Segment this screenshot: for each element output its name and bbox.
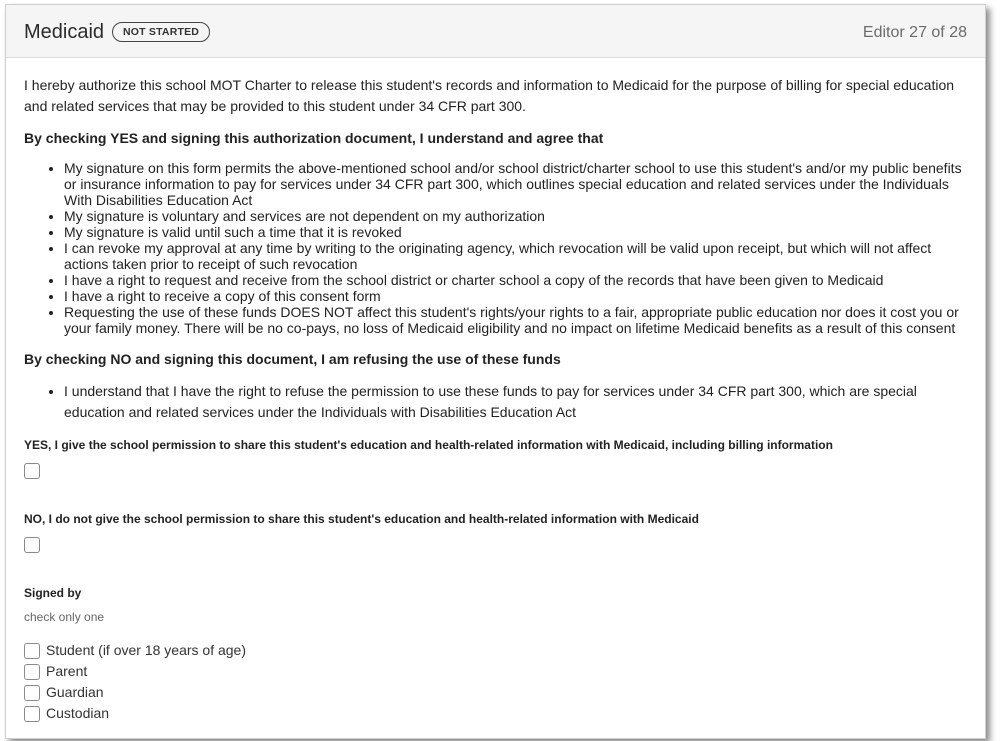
signed-by-options	[24, 640, 967, 724]
student-option-label[interactable]: Student (if over 18 years of age)	[46, 642, 246, 658]
no-consent-label: NO, I do not give the school permission to share this student's education and health-related information with Medicaid	[24, 512, 699, 526]
editor-header	[6, 5, 985, 58]
list-item: • My signature on this form permits the above-mentioned school and/or school district/charter school to use this student's and/or my public benefits or insurance information to pay for services under 34 CFR part 300, which outlines special education and related services under the Individuals With Disabilities Education Act	[64, 160, 967, 208]
list-item: • Requesting the use of these funds DOES NOT affect this student's rights/your rights to a fair, appropriate public education nor does it cost you or your family money. There will be no co-pays, no loss of Medicaid eligibility and no impact on lifetime Medicaid benefits as a result of this consent	[64, 304, 967, 336]
list-item: • I have a right to receive a copy of this consent form	[64, 288, 967, 304]
parent-option-label[interactable]: Parent	[46, 663, 88, 679]
list-item: • I have a right to request and receive from the school district or charter school a copy of the records that have been given to Medicaid	[64, 272, 967, 288]
yes-consent-label: YES, I give the school permission to share this student's education and health-related information with Medicaid, including billing information	[24, 438, 833, 452]
signed-by-label: Signed by	[24, 586, 82, 600]
no-section-heading: By checking NO and signing this document, I am refusing the use of these funds	[24, 351, 561, 367]
yes-section-heading: By checking YES and signing this authorization document, I understand and agree that	[24, 130, 604, 146]
signed-by-option-guardian[interactable]	[24, 682, 967, 703]
no-consent-field	[24, 509, 967, 553]
signed-by-option-custodian[interactable]	[24, 703, 967, 724]
guardian-checkbox[interactable]	[24, 685, 40, 701]
parent-checkbox[interactable]	[24, 664, 40, 680]
student-checkbox[interactable]	[24, 643, 40, 659]
yes-consent-field	[24, 435, 967, 479]
list-item: • My signature is valid until such a time that it is revoked	[64, 224, 967, 240]
list-item: • I can revoke my approval at any time by writing to the originating agency, which revocation will be valid upon receipt, but which will not affect actions taken prior to receipt of such revocation	[64, 240, 967, 272]
guardian-option-label[interactable]: Guardian	[46, 684, 104, 700]
yes-section-list	[24, 160, 967, 336]
signed-by-hint: check only one	[24, 610, 105, 624]
yes-consent-checkbox[interactable]	[24, 463, 40, 479]
page-title: Medicaid	[24, 21, 105, 43]
signed-by-option-student[interactable]	[24, 640, 967, 661]
editor-counter: Editor 27 of 28	[862, 24, 967, 41]
status-badge: NOT STARTED	[112, 22, 210, 42]
custodian-option-label[interactable]: Custodian	[46, 705, 110, 721]
signed-by-field	[24, 583, 967, 724]
intro-paragraph: I hereby authorize this school MOT Charter to release this student's records and information to Medicaid for the purpose of billing for special education and related services that may be provided to this student under 34 CFR part 300.	[24, 77, 955, 114]
editor-content	[6, 75, 985, 724]
custodian-checkbox[interactable]	[24, 706, 40, 722]
signed-by-option-parent[interactable]	[24, 661, 967, 682]
list-item: • My signature is voluntary and services are not dependent on my authorization	[64, 208, 967, 224]
list-item: • I understand that I have the right to refuse the permission to use these funds to pay for services under 34 CFR part 300, which are special education and related services under the Individuals with Disabilities Education Act	[64, 381, 967, 423]
no-section-list	[24, 381, 967, 423]
editor-panel	[5, 4, 986, 739]
no-consent-checkbox[interactable]	[24, 537, 40, 553]
